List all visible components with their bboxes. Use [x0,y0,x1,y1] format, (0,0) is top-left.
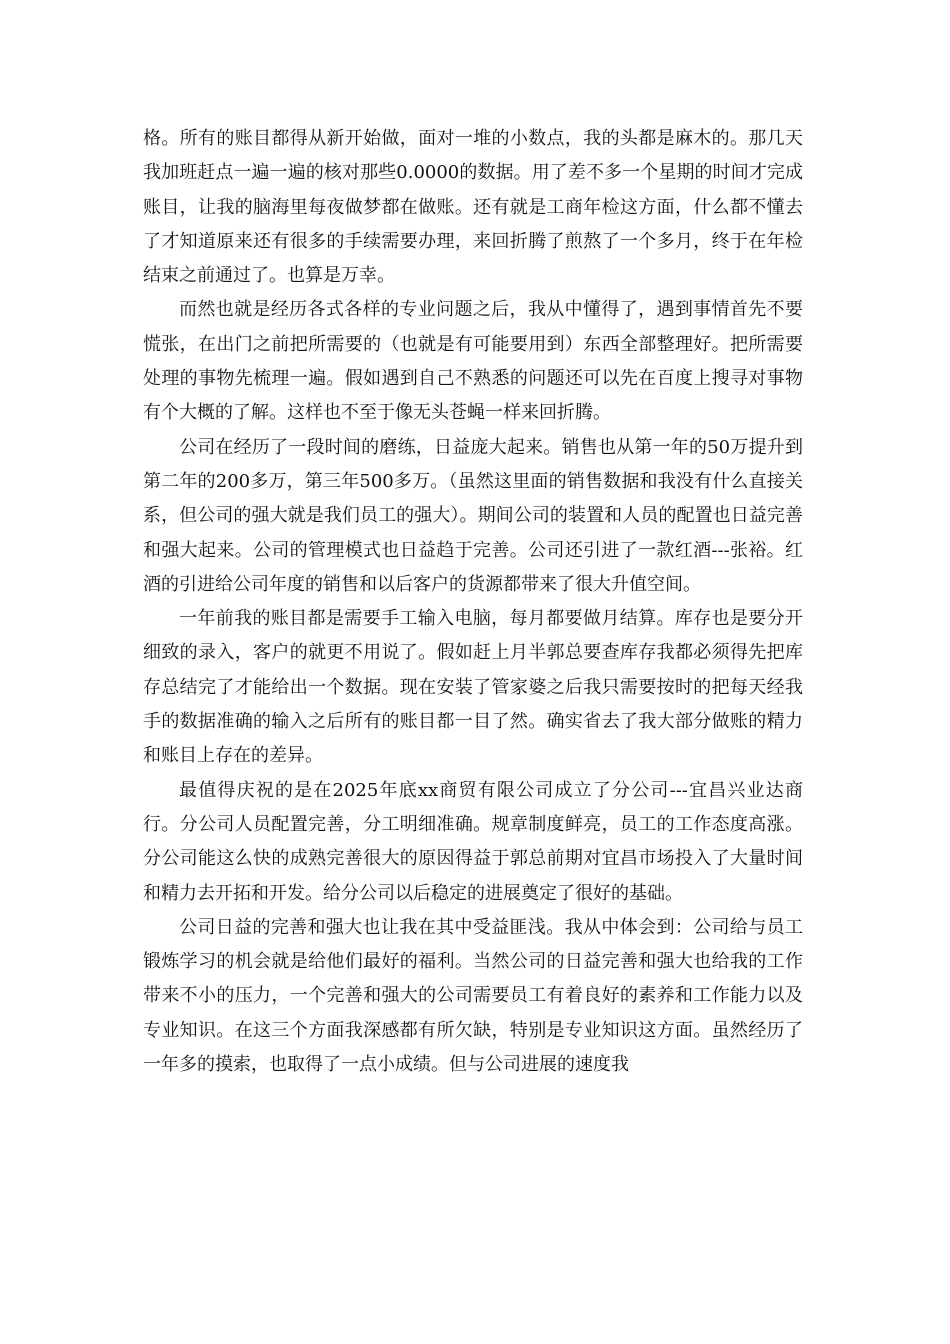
paragraph-accounting-software: 一年前我的账目都是需要手工输入电脑，每月都要做月结算。库存也是要分开细致的录入，客户的就更不用说了。假如赶上月半郭总要查库存我都必须得先把库存总结完了才能给出一个数据。现在安装了管家婆之后我只需要按时的把每天经我手的数据准确的输入之后所有的账目都一目了然。确实省去了我大部分做账的精力和账目上存在的差异。 [143,608,803,767]
paragraph-personal-growth: 公司日益的完善和强大也让我在其中受益匪浅。我从中体会到：公司给与员工锻炼学习的机会就是给他们最好的福利。当然公司的日益完善和强大也给我的工作带来不小的压力，一个完善和强大的公司需要员工有着良好的素养和工作能力以及专业知识。在这三个方面我深感都有所欠缺，特别是专业知识这方面。虽然经历了一年多的摸索，也取得了一点小成绩。但与公司进展的速度我 [143,916,803,1076]
body-text [143,122,803,1082]
paragraph-company-growth: 公司在经历了一段时间的磨练，日益庞大起来。销售也从第一年的50万提升到第二年的200多万，第三年500多万。（虽然这里面的销售数据和我没有什么直接关系，但公司的强大就是我们员工的强大）。期间公司的装置和人员的配置也日益完善和强大起来。公司的管理模式也日益趋于完善。公司还引进了一款红酒---张裕。红酒的引进给公司年度的销售和以后客户的货源都带来了很大升值空间。 [143,436,803,595]
paragraph-continuation: 格。所有的账目都得从新开始做，面对一堆的小数点，我的头都是麻木的。那几天我加班赶点一遍一遍的核对那些0.0000的数据。用了差不多一个星期的时间才完成账目，让我的脑海里每夜做梦都在做账。还有就是工商年检这方面，什么都不懂去了才知道原来还有很多的手续需要办理，来回折腾了煎熬了一个多月，终于在年检结束之前通过了。也算是万幸。 [143,128,803,287]
paragraph-lessons: 而然也就是经历各式各样的专业问题之后，我从中懂得了，遇到事情首先不要慌张，在出门之前把所需要的（也就是有可能要用到）东西全部整理好。把所需要处理的事物先梳理一遍。假如遇到自己不熟悉的问题还可以先在百度上搜寻对事物有个大概的了解。这样也不至于像无头苍蝇一样来回折腾。 [143,299,803,424]
paragraph-branch-office: 最值得庆祝的是在2025年底xx商贸有限公司成立了分公司---宜昌兴业达商行。分公司人员配置完善，分工明细准确。规章制度鲜亮，员工的工作态度高涨。分公司能这么快的成熟完善很大的原因得益于郭总前期对宜昌市场投入了大量时间和精力去开拓和开发。给分公司以后稳定的进展奠定了很好的基础。 [143,779,803,904]
